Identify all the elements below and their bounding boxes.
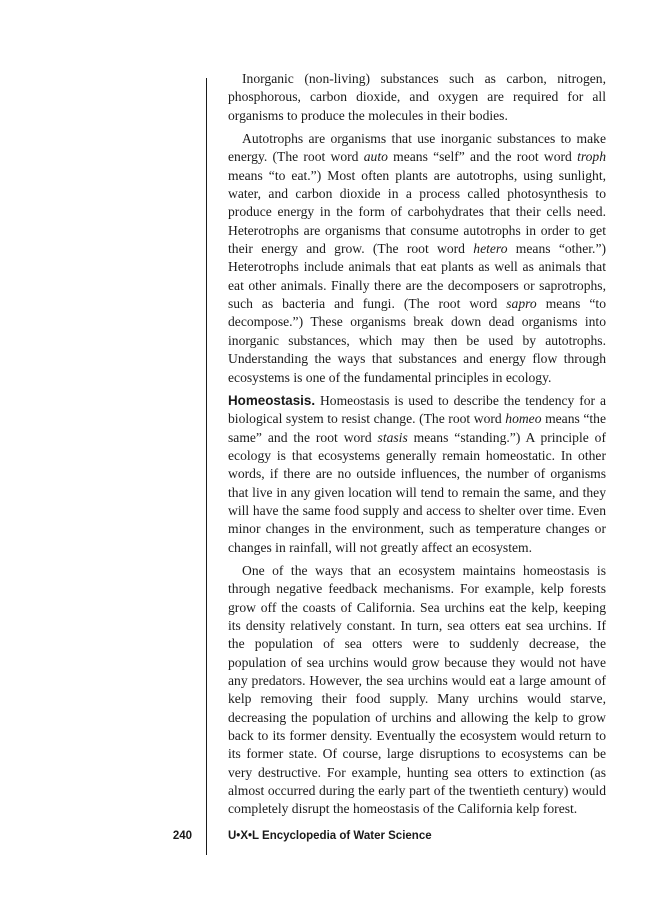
paragraph-autotrophs (228, 130, 606, 387)
root-word-auto: auto (363, 149, 388, 165)
paragraph-text: Autotrophs are organisms that use inorganic substances to make energy. (The root word (228, 131, 606, 165)
root-word-hetero: hetero (473, 241, 508, 257)
running-footer-title: U•X•L Encyclopedia of Water Science (228, 830, 432, 842)
page-number: 240 (172, 830, 192, 842)
root-word-troph: troph (577, 149, 607, 165)
paragraph-text: means “to decompose.”) These organisms break down dead organisms into inorganic substances, which may then be used by autotrophs. Understanding the ways that substances and energy flow through ecosystems is one of the fundamental principles in ecology. (228, 296, 606, 385)
margin-rule (206, 78, 207, 855)
section-heading-homeostasis: Homeostasis. (228, 392, 316, 408)
paragraph-negative-feedback: One of the ways that an ecosystem maintains homeostasis is through negative feedback mechanisms. For example, kelp forests grow off the coasts of California. Sea urchins eat the kelp, keeping its density relatively constant. In turn, sea otters eat sea urchins. If the population of sea otters were to suddenly decrease, the population of sea urchins would grow because they would not have any predators. However, the sea urchins would eat a large amount of kelp removing their food supply. Many urchins would starve, decreasing the population of urchins and allowing the kelp to grow back to its former density. Eventually the ecosystem would return to its former state. Of course, large disruptions to ecosystems can be very destructive. For example, hunting sea otters to extinction (as almost occurred during the early part of the twentieth century) would completely disrupt the homeostasis of the California kelp forest. (228, 562, 606, 817)
paragraph-inorganic-substances: Inorganic (non-living) substances such as carbon, nitrogen, phosphorous, carbon dioxide, and oxygen are required for all organisms to produce the molecules in their bodies. (228, 71, 606, 123)
paragraph-text: means “the same” and the root word (228, 411, 607, 445)
paragraph-text: means “self” and the root word (387, 149, 578, 165)
paragraph-text: means “standing.”) A principle of ecology is that ecosystems generally remain homeostatic. In other words, if there are no outside influences, the number of organisms that live in any given location will tend to remain the same, and they will have the same food supply and access to shelter over time. Even minor changes in the environment, such as temperature changes or changes in rainfall, will not greatly affect an ecosystem. (228, 429, 606, 555)
root-word-homeo: homeo (505, 411, 542, 427)
root-word-sapro: sapro (506, 296, 537, 312)
root-word-stasis: stasis (377, 429, 408, 445)
body-text-column (228, 70, 606, 824)
paragraph-homeostasis (228, 392, 606, 557)
paragraph-text: Homeostasis is used to describe the tendency for a biological system to resist change. (The root word (228, 392, 606, 427)
paragraph-text: means “other.”) Heterotrophs include animals that eat plants as well as animals that eat other animals. Finally there are the decomposers or saprotrophs, such as bacteria and fungi. (The root word (228, 241, 607, 312)
paragraph-text: means “to eat.”) Most often plants are autotrophs, using sunlight, water, and carbon dioxide in a process called photosynthesis to produce energy in the form of carbohydrates that their cells need. Heterotrophs are organisms that consume autotrophs in order to get their energy and grow. (The root word (228, 167, 606, 257)
